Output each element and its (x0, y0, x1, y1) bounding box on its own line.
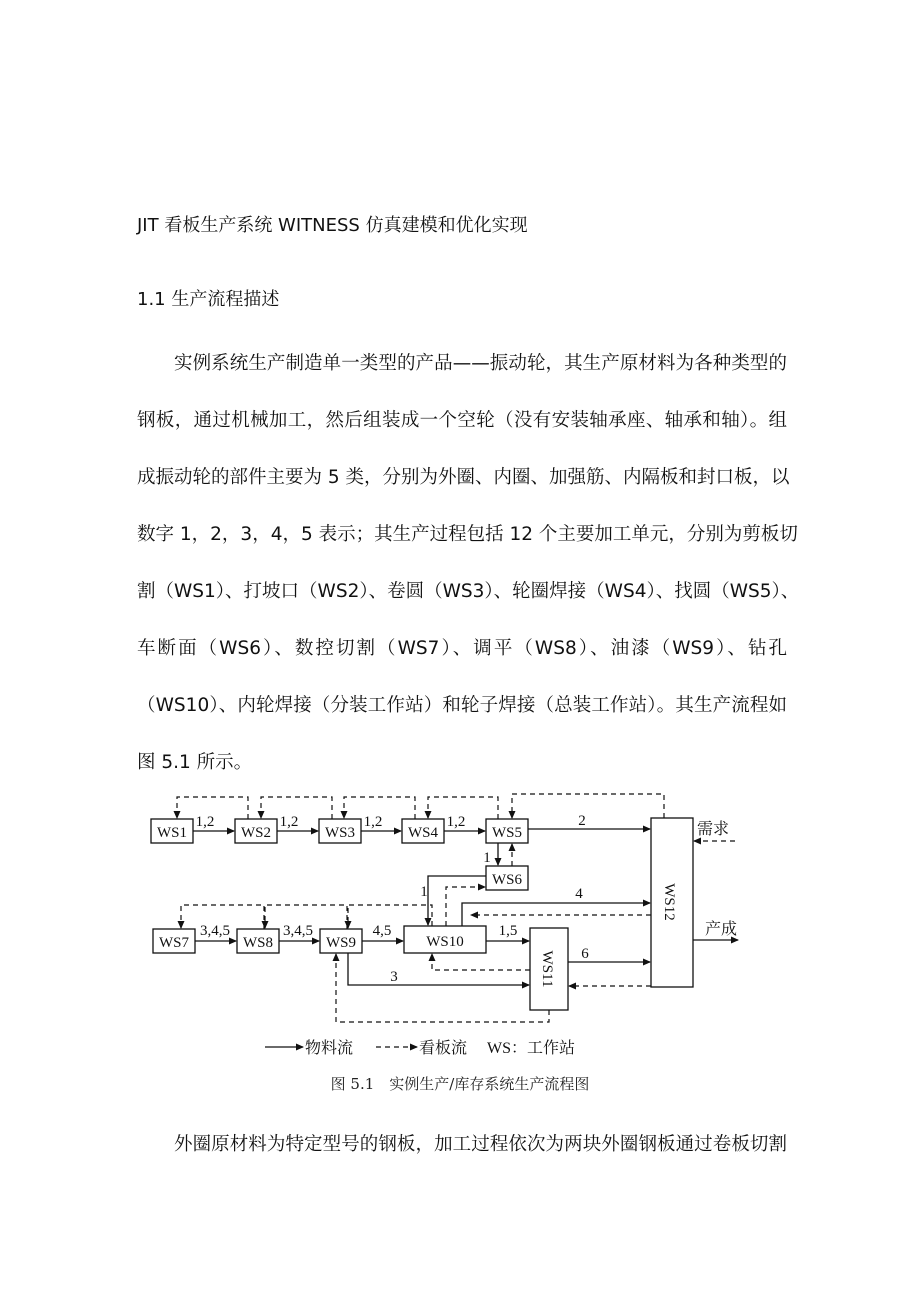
ws7-label: WS7 (159, 935, 189, 951)
demand-label: 需求 (697, 821, 730, 838)
output-label: 产成 (705, 921, 738, 938)
document-title: JIT 看板生产系统 WITNESS 仿真建模和优化实现 (137, 215, 528, 236)
flow-label-ws10-ws12: 4 (575, 886, 583, 902)
flow-ws9-ws11 (348, 953, 529, 985)
ws8-label: WS8 (243, 935, 273, 951)
ws5-label: WS5 (492, 825, 522, 841)
ws2-label: WS2 (241, 825, 271, 841)
legend-kanban-label: 看板流 (419, 1040, 468, 1057)
ws9-label: WS9 (326, 935, 356, 951)
kanban-ws10-ws6 (446, 887, 485, 926)
figure-caption: 图 5.1 实例生产/库存系统生产流程图 (330, 1075, 590, 1093)
flow-label-ws11-ws12: 6 (581, 946, 589, 962)
ws4-label: WS4 (408, 825, 438, 841)
ws12-label: WS12 (661, 883, 677, 921)
para1-line-6: 车断面（WS6）、数控切割（WS7）、调平（WS8）、油漆（WS9）、钻孔 (137, 638, 787, 659)
para1-line-5: 割（WS1）、打坡口（WS2）、卷圆（WS3）、轮圈焊接（WS4）、找圆（WS5）、 (137, 581, 800, 602)
flow-ws6-ws10 (428, 876, 486, 925)
flow-label-ws9-ws10: 4,5 (372, 923, 392, 939)
kanban-ws11-ws10 (432, 954, 530, 970)
legend-material-label: 物料流 (305, 1040, 354, 1057)
para2-line-1: 外圈原材料为特定型号的钢板，加工过程依次为两块外圈钢板通过卷板切割 (174, 1134, 787, 1155)
legend-ws-label: WS：工作站 (487, 1040, 576, 1057)
para1-line-2: 钢板，通过机械加工，然后组装成一个空轮（没有安装轴承座、轴承和轴）。组 (137, 410, 787, 431)
ws10-label: WS10 (426, 934, 464, 950)
kanban-ws12-ws5 (512, 794, 664, 818)
flow-label-ws3-ws4: 1,2 (363, 814, 383, 830)
flow-label-ws8-ws9: 3,4,5 (283, 923, 313, 939)
flow-label-ws7-ws8: 3,4,5 (200, 923, 230, 939)
flow-label-ws5-ws12: 2 (578, 813, 586, 829)
flow-label-ws6-ws10: 1 (420, 884, 428, 900)
ws3-label: WS3 (325, 825, 355, 841)
kanban-ws11-ws9 (336, 954, 549, 1022)
flow-label-ws5-ws6: 1 (483, 850, 491, 866)
ws11-label: WS11 (539, 950, 555, 988)
flow-label-ws9-ws11: 3 (390, 969, 398, 985)
flow-label-ws4-ws5: 1,2 (446, 814, 466, 830)
para1-line-7: （WS10）、内轮焊接（分装工作站）和轮子焊接（总装工作站）。其生产流程如 (137, 695, 787, 716)
para1-line-1: 实例系统生产制造单一类型的产品——振动轮，其生产原材料为各种类型的 (174, 353, 787, 374)
para1-line-8: 图 5.1 所示。 (137, 752, 253, 773)
flow-label-ws2-ws3: 1,2 (279, 814, 299, 830)
ws1-label: WS1 (157, 825, 187, 841)
flow-label-ws1-ws2: 1,2 (195, 814, 215, 830)
para1-line-3: 成振动轮的部件主要为 5 类，分别为外圈、内圈、加强筋、内隔板和封口板，以 (137, 467, 790, 488)
ws6-label: WS6 (492, 872, 522, 888)
flow-label-ws10-ws11: 1,5 (498, 923, 518, 939)
para1-line-4: 数字 1，2，3，4，5 表示；其生产过程包括 12 个主要加工单元，分别为剪板切 (137, 524, 798, 545)
section-heading: 1.1 生产流程描述 (137, 289, 280, 310)
